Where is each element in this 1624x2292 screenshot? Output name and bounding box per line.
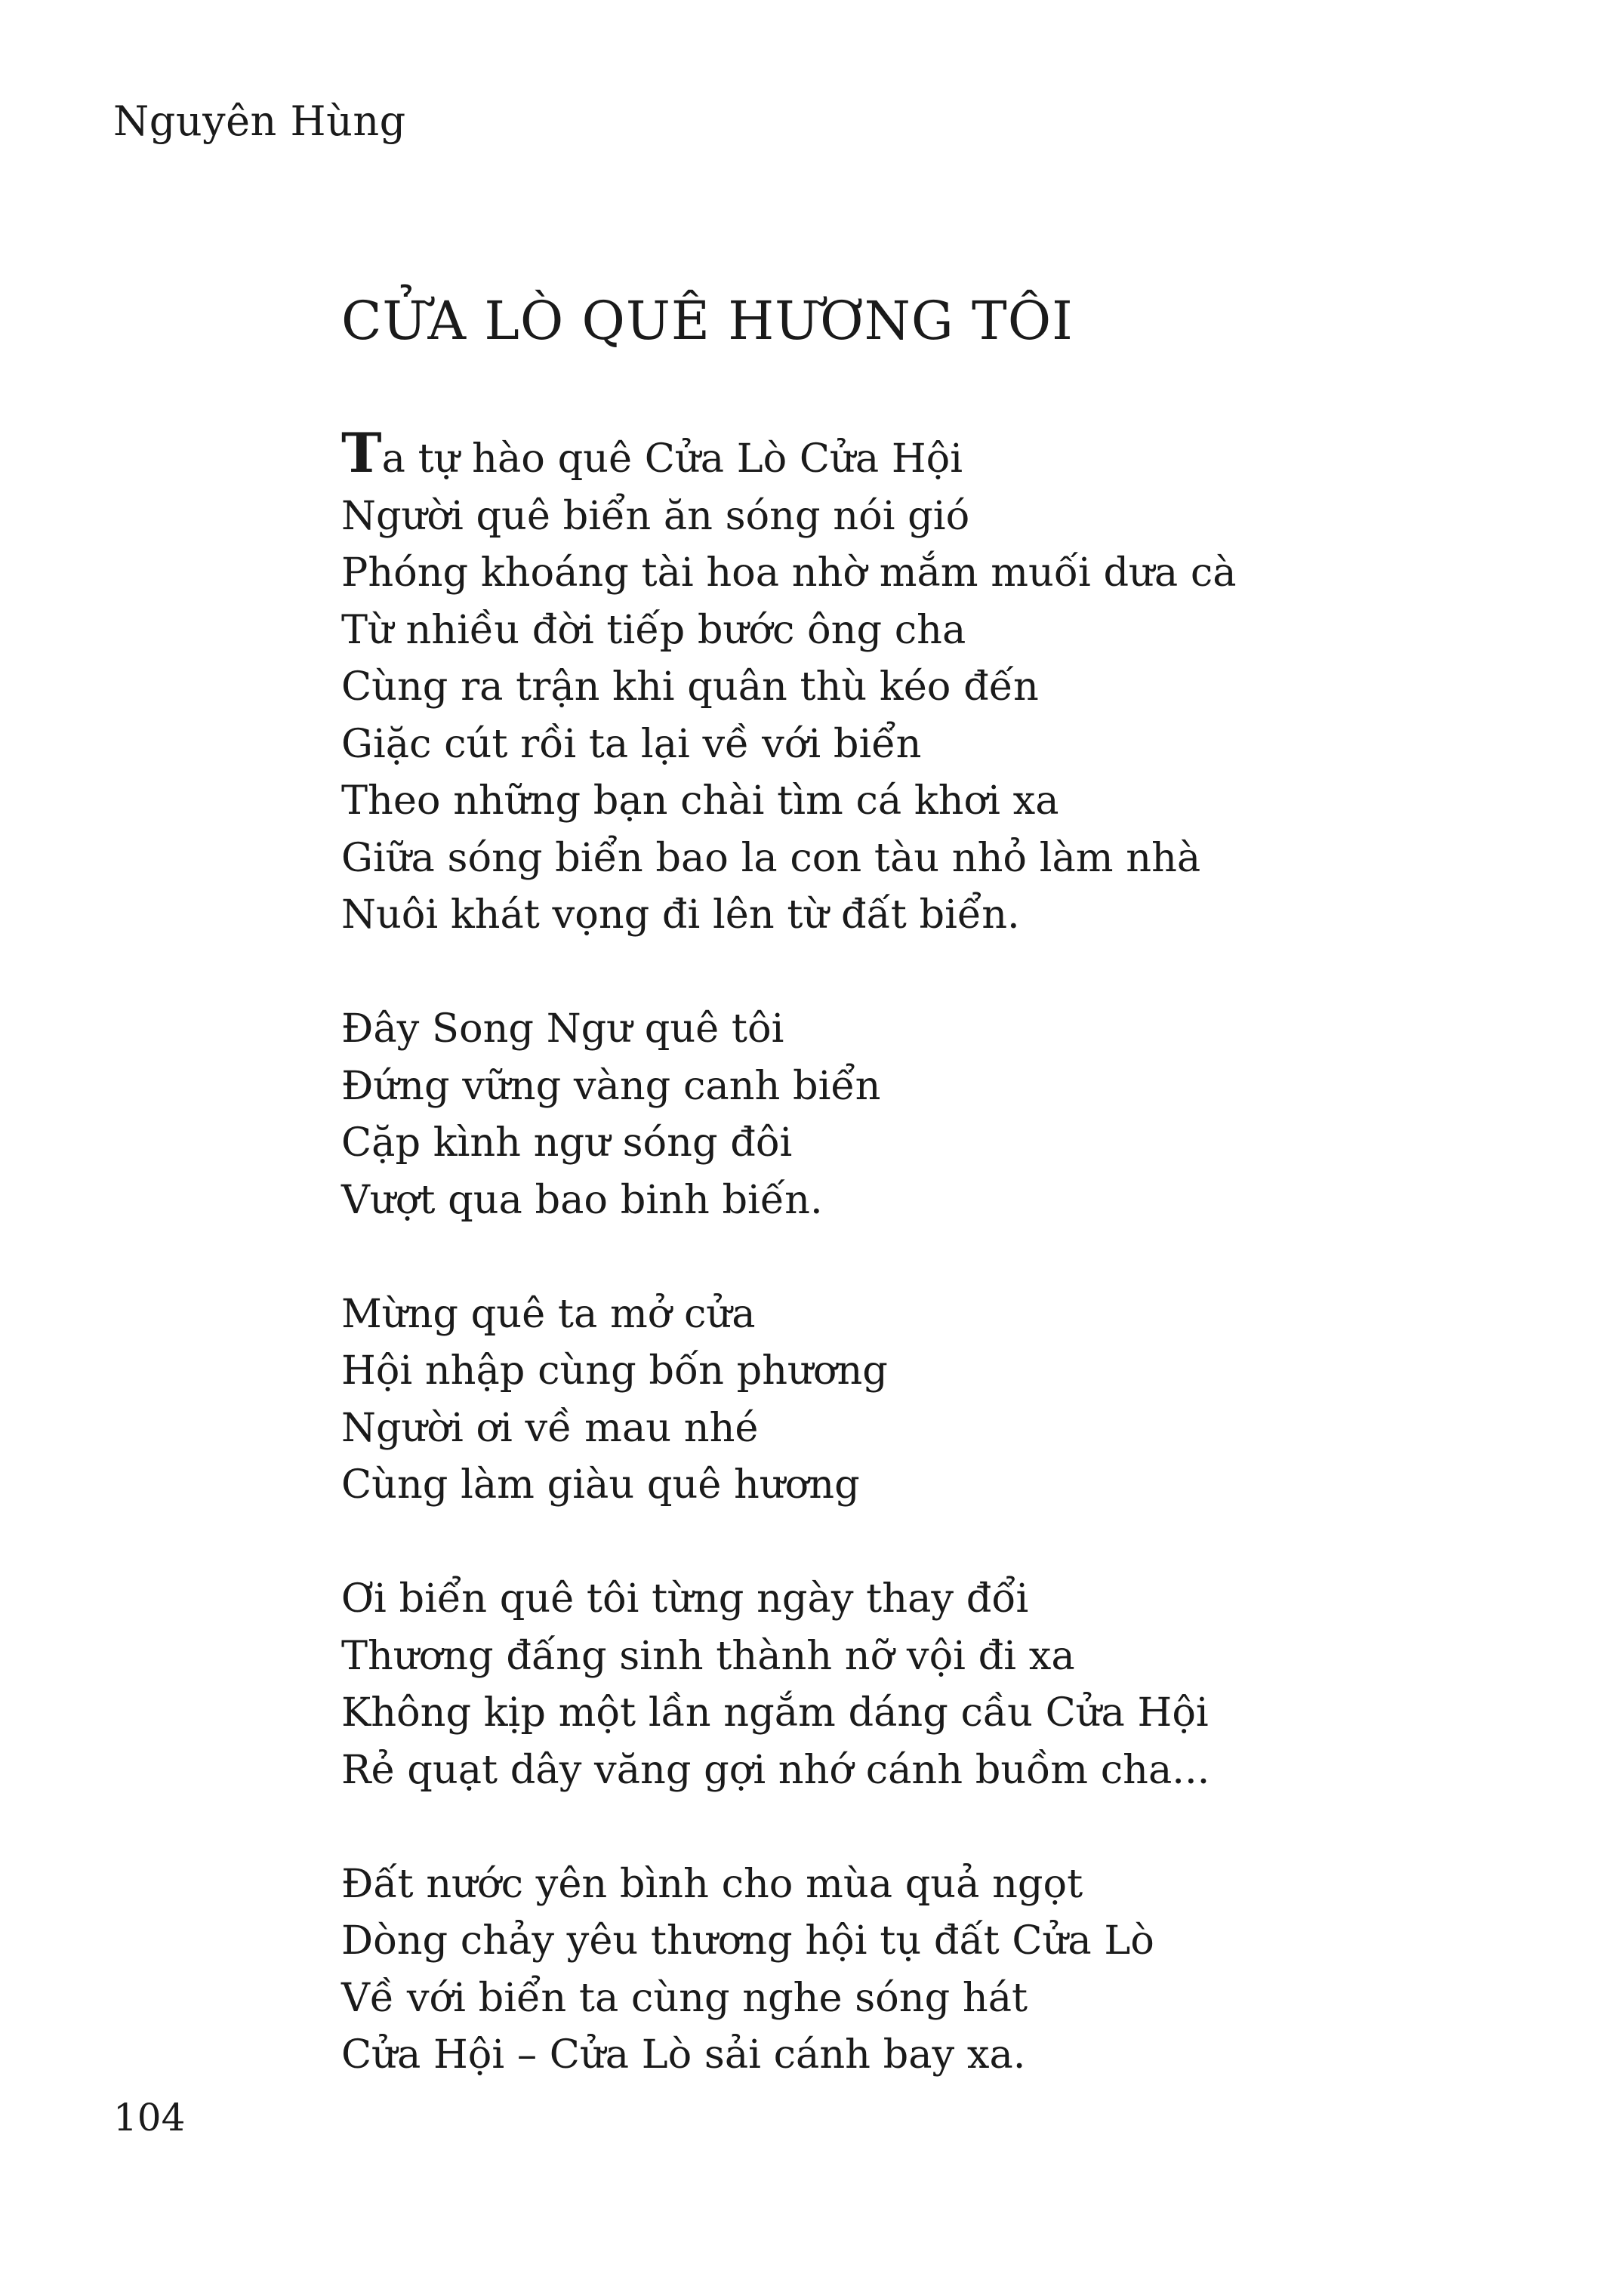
poem-line: Mừng quê ta mở cửa [341,1290,756,1337]
stanza-4 [341,1570,1512,1798]
poem-line: Về với biển ta cùng nghe sóng hát [341,1974,1028,2021]
poem-line: Giặc cút rồi ta lại về với biển [341,720,922,767]
page-number: 104 [113,2096,186,2140]
poem-line: Giữa sóng biển bao la con tàu nhỏ làm nhà [341,834,1201,881]
poem-line: Ơi biển quê tôi từng ngày thay đổi [341,1576,1029,1622]
poem-line: Cặp kình ngư sóng đôi [341,1120,793,1166]
poem-line: Từ nhiều đời tiếp bước ông cha [341,606,966,653]
stanza-5 [341,1856,1512,2084]
stanza-2 [341,1000,1512,1228]
drop-cap: T [341,421,382,485]
poem-line: Theo những bạn chài tìm cá khơi xa [341,778,1059,824]
poem-line-text: a tự hào quê Cửa Lò Cửa Hội [381,436,963,482]
stanza-3 [341,1286,1512,1514]
poem-line: Người quê biển ăn sóng nói gió [341,492,970,539]
poem-line: Rẻ quạt dây văng gợi nhớ cánh buồm cha... [341,1746,1210,1793]
poem-line: Hội nhập cùng bốn phương [341,1348,888,1394]
poem-line: Cùng làm giàu quê hương [341,1462,860,1508]
poem-line: Cùng ra trận khi quân thù kéo đến [341,664,1039,710]
poem-line: Phóng khoáng tài hoa nhờ mắm muối dưa cà [341,550,1237,596]
poem-line: Đất nước yên bình cho mùa quả ngọt [341,1860,1083,1907]
poem-line: Cửa Hội – Cửa Lò sải cánh bay xa. [341,2032,1026,2078]
poem-line: Nuôi khát vọng đi lên từ đất biển. [341,892,1020,938]
poem-line: Người ơi về mau nhé [341,1404,759,1451]
poem-line: Thương đấng sinh thành nỡ vội đi xa [341,1632,1075,1679]
author-name: Nguyên Hùng [113,97,406,145]
poem-line: Đây Song Ngư quê tôi [341,1006,784,1052]
stanza-1 [341,421,1512,944]
poem-line: Vượt qua bao binh biến. [341,1176,823,1223]
poem-line: Đứng vững vàng canh biển [341,1062,881,1109]
poem-body [341,421,1512,2084]
poem-line: Không kịp một lần ngắm dáng cầu Cửa Hội [341,1690,1209,1736]
poem-line [341,421,1512,488]
poem-title: CỬA LÒ QUÊ HƯƠNG TÔI [341,290,1074,352]
poem-line: Dòng chảy yêu thương hội tụ đất Cửa Lò [341,1918,1154,1964]
